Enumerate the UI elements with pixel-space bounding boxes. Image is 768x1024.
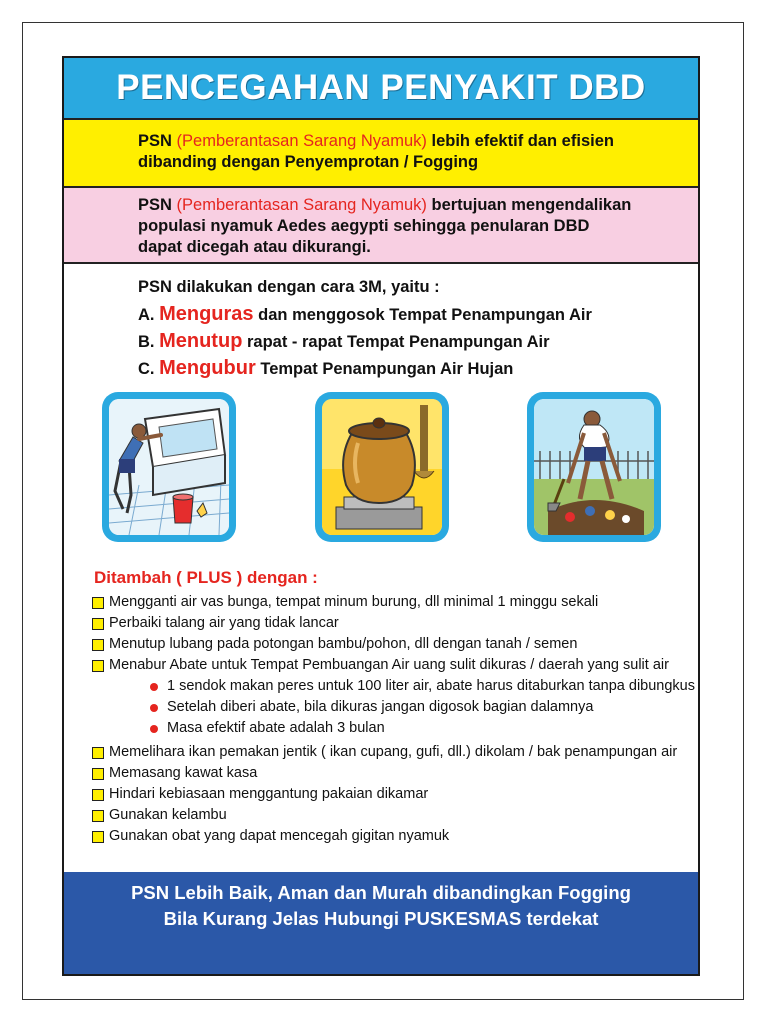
list-item	[92, 826, 692, 847]
plus-list	[92, 592, 695, 847]
psn-expansion: (Pemberantasan Sarang Nyamuk)	[176, 196, 427, 214]
list-item-text: Memasang kawat kasa	[109, 765, 258, 781]
yellow-square-bullet-icon	[92, 618, 104, 630]
list-item-text: Menabur Abate untuk Tempat Pembuangan Air uang sulit dikuras / daerah yang sulit air	[109, 657, 669, 673]
footer-band	[64, 872, 698, 974]
yellow-info-text	[138, 131, 684, 173]
method-keyword: Menguras	[159, 303, 254, 325]
footer-line2: Bila Kurang Jelas Hubungi PUSKESMAS terdekat	[163, 908, 599, 929]
footer-line1: PSN Lebih Baik, Aman dan Murah dibandingkan Fogging	[131, 882, 631, 903]
list-item-text: Perbaiki talang air yang tidak lancar	[109, 615, 339, 631]
abate-note	[92, 676, 695, 697]
method-letter: C.	[138, 360, 155, 378]
person-burying-trash-icon	[534, 399, 654, 535]
yellow-square-bullet-icon	[92, 639, 104, 651]
list-item	[92, 784, 692, 805]
list-item-text: Memelihara ikan pemakan jentik ( ikan cupang, gufi, dll.) dikolam / bak penampungan air	[109, 744, 678, 760]
poster-title: PENCEGAHAN PENYAKIT DBD	[116, 68, 646, 107]
title-band	[64, 58, 698, 118]
pink-line2: populasi nyamuk Aedes aegypti sehingga penularan DBD	[138, 217, 590, 235]
list-item	[92, 634, 692, 655]
poster	[62, 56, 700, 976]
abate-note-text: Masa efektif abate adalah 3 bulan	[167, 720, 385, 736]
plus-section-title: Ditambah ( PLUS ) dengan :	[94, 568, 318, 587]
abate-note	[92, 718, 692, 739]
pink-info-text	[138, 195, 684, 258]
yellow-square-bullet-icon	[92, 810, 104, 822]
method-item	[138, 355, 592, 382]
abate-note-text: 1 sendok makan peres untuk 100 liter air, abate harus ditaburkan tanpa dibungkus	[167, 678, 695, 694]
yellow-square-bullet-icon	[92, 768, 104, 780]
covered-water-jar-icon	[322, 399, 442, 535]
red-dot-bullet-icon	[150, 683, 158, 691]
abate-note-text: Setelah diberi abate, bila dikuras jangan digosok bagian dalamnya	[167, 699, 594, 715]
yellow-square-bullet-icon	[92, 747, 104, 759]
list-item	[92, 763, 692, 784]
3m-methods	[138, 274, 592, 382]
list-item	[92, 805, 692, 826]
abate-note	[92, 697, 692, 718]
pink-line1: bertujuan mengendalikan	[431, 196, 632, 214]
person-scrubbing-tub-icon	[109, 399, 229, 535]
list-item	[92, 613, 692, 634]
list-item-text: Menutup lubang pada potongan bambu/pohon, dll dengan tanah / semen	[109, 636, 578, 652]
yellow-square-bullet-icon	[92, 789, 104, 801]
method-letter: A.	[138, 306, 155, 324]
yellow-square-bullet-icon	[92, 660, 104, 672]
method-keyword: Menutup	[159, 330, 243, 352]
red-dot-bullet-icon	[150, 725, 158, 733]
yellow-line2: dibanding dengan Penyemprotan / Fogging	[138, 153, 479, 171]
list-item-text: Gunakan obat yang dapat mencegah gigitan nyamuk	[109, 828, 450, 844]
yellow-info-band	[64, 118, 698, 188]
list-item	[92, 592, 692, 613]
illustration-menutup	[315, 392, 449, 542]
yellow-line1: lebih efektif dan efisien	[431, 132, 614, 150]
method-text: dan menggosok Tempat Penampungan Air	[258, 306, 592, 324]
yellow-square-bullet-icon	[92, 597, 104, 609]
list-item-text: Hindari kebiasaan menggantung pakaian dikamar	[109, 786, 429, 802]
list-item	[92, 742, 692, 763]
pink-line3: dapat dicegah atau dikurangi.	[138, 238, 371, 256]
psn-expansion: (Pemberantasan Sarang Nyamuk)	[176, 132, 427, 150]
list-item-text: Mengganti air vas bunga, tempat minum burung, dll minimal 1 minggu sekali	[109, 594, 599, 610]
method-text: Tempat Penampungan Air Hujan	[260, 360, 514, 378]
list-item-text: Gunakan kelambu	[109, 807, 227, 823]
method-keyword: Mengubur	[159, 357, 256, 379]
list-item	[92, 655, 692, 676]
method-text: rapat - rapat Tempat Penampungan Air	[247, 333, 550, 351]
illustration-menguras	[102, 392, 236, 542]
method-item	[138, 301, 592, 328]
illustration-mengubur	[527, 392, 661, 542]
psn-abbrev: PSN	[138, 132, 172, 150]
pink-info-band	[64, 188, 698, 264]
method-letter: B.	[138, 333, 155, 351]
methods-intro: PSN dilakukan dengan cara 3M, yaitu :	[138, 278, 440, 296]
psn-abbrev: PSN	[138, 196, 172, 214]
method-item	[138, 328, 592, 355]
yellow-square-bullet-icon	[92, 831, 104, 843]
red-dot-bullet-icon	[150, 704, 158, 712]
